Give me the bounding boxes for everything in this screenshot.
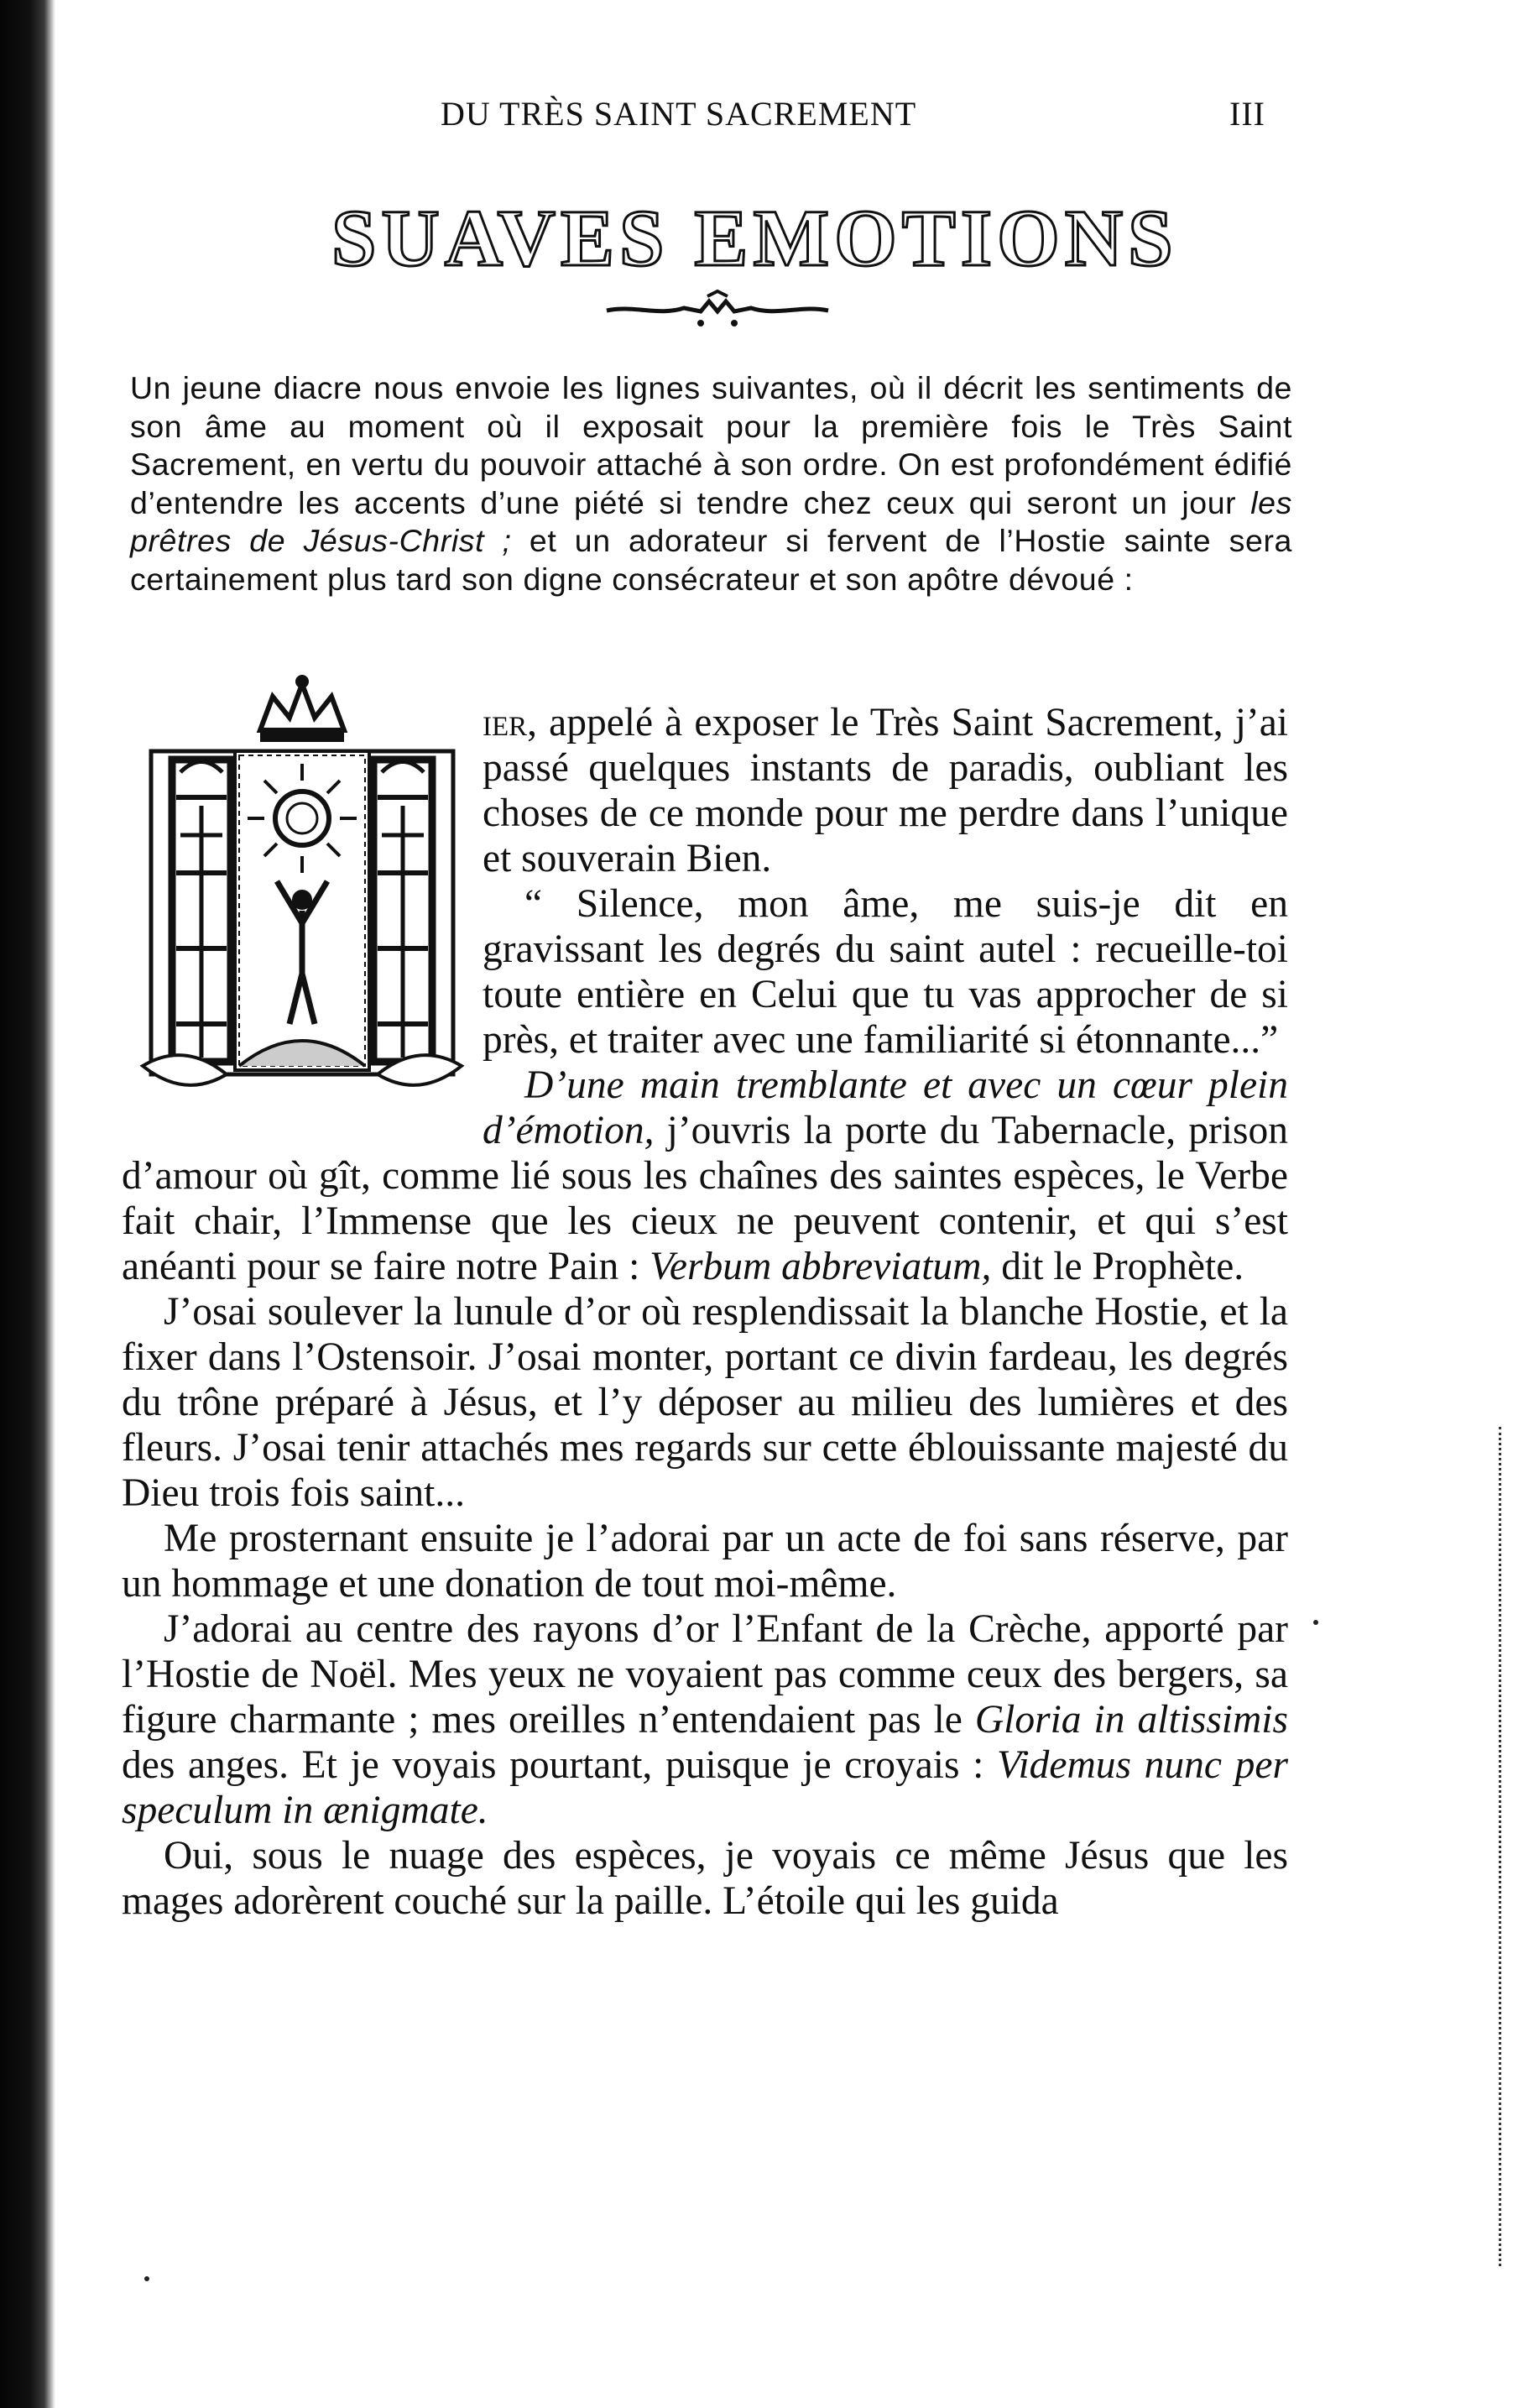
scan-dot	[144, 2276, 149, 2281]
paragraph-3-italic-lead: D’une main tremblante et avec un cœur plein d’émotion,	[483, 1063, 1288, 1152]
scanned-page-edge	[0, 0, 55, 2408]
paragraph-3-italic: Verbum abbreviatum,	[650, 1245, 992, 1288]
intro-text-2: et un adorateur si fervent de l’Hostie sainte sera certainement plus tard son digne consécrateur et son apôtre dévoué :	[130, 523, 1292, 597]
fleuron-ornament	[600, 290, 835, 332]
paragraph-7: Oui, sous le nuage des espèces, je voyais ce même Jésus que les mages adorèrent couché sur la paille. L’étoile qui les guida	[122, 1834, 1288, 1923]
dropcap-space	[122, 700, 483, 1110]
scan-speckle-edge	[1499, 1427, 1505, 2266]
paragraph-6	[122, 1606, 1288, 1833]
paragraph-6-text: J’adorai au centre des rayons d’or l’Enfant de la Crèche, apporté par l’Hostie de Noël. Mes yeux ne voyaient pas comme ceux des bergers, sa figure charmante ; mes oreilles n’entendaient pas le	[122, 1607, 1288, 1742]
article-title: SUAVES EMOTIONS	[331, 193, 1178, 283]
intro-italic: les prêtres de Jésus-Christ ;	[130, 484, 1292, 558]
article-body	[122, 700, 1288, 1924]
running-title: DU TRÈS SAINT SACREMENT	[441, 95, 917, 133]
scan-dot	[1313, 1620, 1318, 1625]
page-number: III	[1229, 95, 1265, 133]
paragraph-1-lead: ier,	[483, 701, 538, 744]
paragraph-6-italic-2: Videmus nunc per speculum in ænigmate.	[122, 1743, 1288, 1832]
introduction-paragraph	[130, 369, 1292, 598]
paragraph-6-italic-1: Gloria in altissimis	[974, 1698, 1288, 1742]
paragraph-3-end: dit le Prophète.	[991, 1245, 1244, 1288]
paragraph-6-text-2: des anges. Et je voyais pourtant, puisque je croyais :	[122, 1743, 997, 1787]
paragraph-3-text: j’ouvris la porte du Tabernacle, prison d’amour où gît, comme lié sous les chaînes des saintes espèces, le Verbe fait chair, l’Immense que les cieux ne peuvent contenir, et qui s’est anéanti pour se faire notre Pain :	[122, 1109, 1288, 1288]
paragraph-1-text: appelé à exposer le Très Saint Sacrement, j’ai passé quelques instants de paradis, oubliant les choses de ce monde pour me perdre dans l’unique et souverain Bien.	[483, 701, 1288, 880]
intro-text-1: Un jeune diacre nous envoie les lignes suivantes, où il décrit les sentiments de son âme au moment où il exposait pour la première fois le Très Saint Sacrement, en vertu du pouvoir attaché à son ordre. On est profondément édifié d’entendre les accents d’une piété si tendre chez ceux qui seront un jour	[130, 370, 1292, 520]
paragraph-2: “ Silence, mon âme, me suis-je dit en gravissant les degrés du saint autel : recueille-toi toute entière en Celui que tu vas approcher de si près, et traiter avec une familiarité si étonnante...”	[483, 882, 1288, 1062]
paragraph-4: J’osai soulever la lunule d’or où resplendissait la blanche Hostie, et la fixer dans l’Ostensoir. J’osai monter, portant ce divin fardeau, les degrés du trône préparé à Jésus, et l’y déposer au milieu des lumières et des fleurs. J’osai tenir attachés mes regards sur cette éblouissante majesté du Dieu trois fois saint...	[122, 1290, 1288, 1515]
paragraph-5: Me prosternant ensuite je l’adorai par un acte de foi sans réserve, par un hommage et une donation de tout moi-même.	[122, 1517, 1288, 1606]
